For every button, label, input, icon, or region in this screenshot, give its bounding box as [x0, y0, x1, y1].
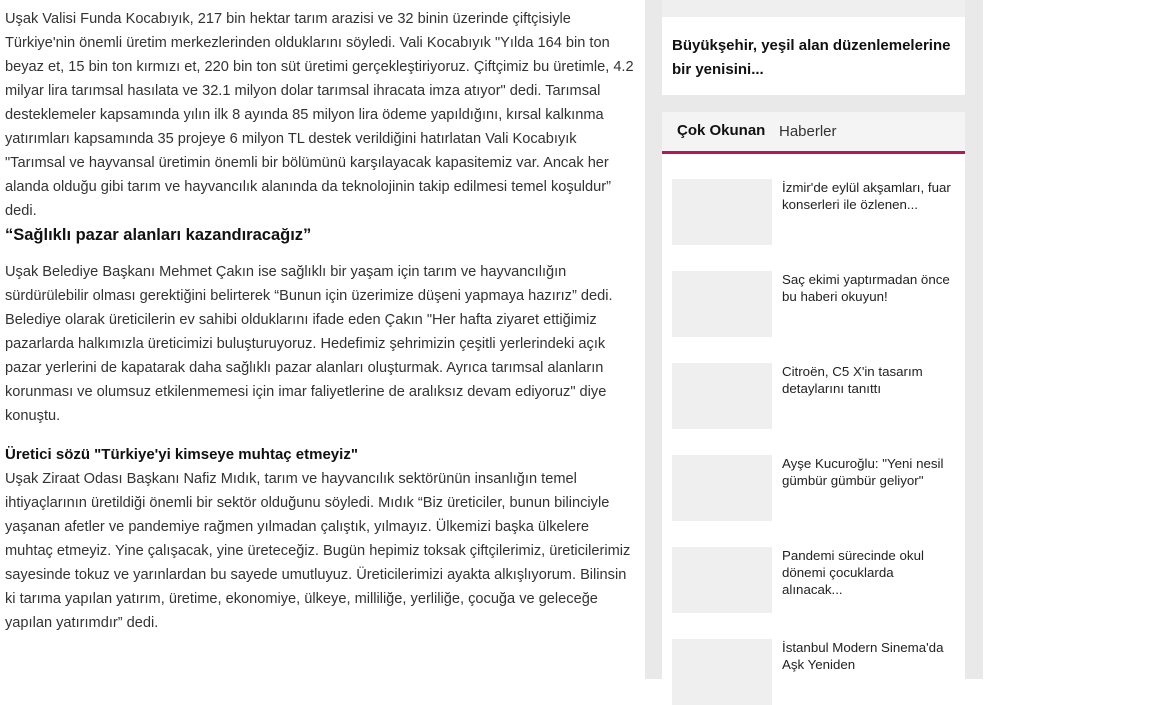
- news-thumbnail[interactable]: [672, 179, 772, 245]
- related-news-card[interactable]: [662, 0, 965, 95]
- news-title-link[interactable]: Ayşe Kucuroğlu: "Yeni nesil gümbür gümbür geliyor": [782, 456, 944, 488]
- article-paragraph: Uşak Ziraat Odası Başkanı Nafiz Mıdık, tarım ve hayvancılık sektörünün insanlığın temel ihtiyaçlarının üretildiği önemli bir sektör olduğunu söyledi. Mıdık “Biz üreticiler, bunun bilinciyle yaşanan afetler ve pandemiye rağmen yılmadan çalıştık, yılmayız. Ülkemizi başka ülkelere muhtaç etmeyiz. Yine çalışacak, yine üreteceğiz. Bugün hepimiz toksak çiftçilerimiz, üreticilerimiz sayesinde tokuz ve yarınlardan bu sayede umutluyuz. Üreticilerimizi ayakta alkışlıyorum. Bilinsin ki tarıma yapılan yatırım, üretime, ekonomiye, ülkeye, milliliğe, yerliliğe, çocuğa ve geleceğe yapılan yatırımdır” dedi.: [5, 471, 631, 631]
- article-paragraph: Uşak Valisi Funda Kocabıyık, 217 bin hektar tarım arazisi ve 32 binin üzerinde çiftçisiyle Türkiye'nin önemli üretim merkezlerinden olduklarını söyledi. Vali Kocabıyık "Yılda 164 bin ton beyaz et, 15 bin ton kırmızı et, 220 bin ton süt üretimi gerçekleştiriyoruz. Çiftçimiz bu üretimle, 4.2 milyar lira tarımsal hasılata ve 32.1 milyon dolar tarımsal ihracata imza atıyor" dedi. Tarımsal desteklemeler kapsamında yılın ilk 8 ayında 85 milyon lira ödeme yapıldığını, kırsal kalkınma yatırımları kapsamında 35 projeye 6 milyon TL destek verildiğini hatırlatan Vali Kocabıyık "Tarımsal ve hayvansal üretimin önemli bir bölümünü karşılayacak kapasitemiz var. Ancak her alanda olduğu gibi tarım ve hayvancılık alanında da teknolojinin takip edilmesi temel koşuldur” dedi.: [5, 11, 634, 219]
- most-read-item[interactable]: [672, 363, 962, 429]
- article-subheading: “Sağlıklı pazar alanları kazandıracağız”: [5, 226, 312, 244]
- most-read-item[interactable]: [672, 455, 962, 521]
- news-title-link[interactable]: İstanbul Modern Sinema'da Aşk Yeniden: [782, 640, 944, 672]
- most-read-item[interactable]: [672, 271, 962, 337]
- news-thumbnail[interactable]: [672, 455, 772, 521]
- most-read-subtitle: Haberler: [779, 123, 837, 140]
- news-thumbnail[interactable]: [672, 547, 772, 613]
- most-read-panel: [662, 112, 965, 679]
- most-read-header: [662, 112, 965, 154]
- news-title-link[interactable]: Pandemi sürecinde okul dönemi çocuklarda alınacak...: [782, 548, 924, 597]
- most-read-item[interactable]: [672, 179, 962, 245]
- most-read-item[interactable]: [672, 639, 962, 705]
- article-subheading: Üretici sözü "Türkiye'yi kimseye muhtaç etmeyiz": [5, 446, 358, 463]
- most-read-item[interactable]: [672, 547, 962, 613]
- news-title-link[interactable]: Citroën, C5 X'in tasarım detaylarını tanıttı: [782, 364, 923, 396]
- news-thumbnail[interactable]: [672, 271, 772, 337]
- related-news-title[interactable]: Büyükşehir, yeşil alan düzenlemelerine bir yenisini...: [672, 37, 951, 78]
- news-title-link[interactable]: Saç ekimi yaptırmadan önce bu haberi okuyun!: [782, 272, 950, 304]
- article-paragraph: Uşak Belediye Başkanı Mehmet Çakın ise sağlıklı bir yaşam için tarım ve hayvancılığın sürdürülebilir olması gerektiğini belirterek “Bunun için üzerimize düşeni yapmaya hazırız” dedi. Belediye olarak üreticilerin ev sahibi olduklarını ifade eden Çakın "Her hafta ziyaret ettiğimiz pazarlarda halkımızla üreticimizi buluşturuyoruz. Hedefimiz şehrimizin çeşitli yerlerindeki açık pazar yerlerini de kapatarak daha sağlıklı pazar alanları oluşturmak. Ayrıca tarımsal alanların korunması ve olumsuz etkilenmemesi için imar faliyetlerine de aralıksız devam ediyoruz" diye konuştu.: [5, 264, 613, 424]
- card-image-bottom: [662, 0, 965, 17]
- news-thumbnail[interactable]: [672, 363, 772, 429]
- news-thumbnail[interactable]: [672, 639, 772, 705]
- news-title-link[interactable]: İzmir'de eylül akşamları, fuar konserleri ile özlenen...: [782, 180, 951, 212]
- most-read-title: Çok Okunan: [677, 122, 766, 139]
